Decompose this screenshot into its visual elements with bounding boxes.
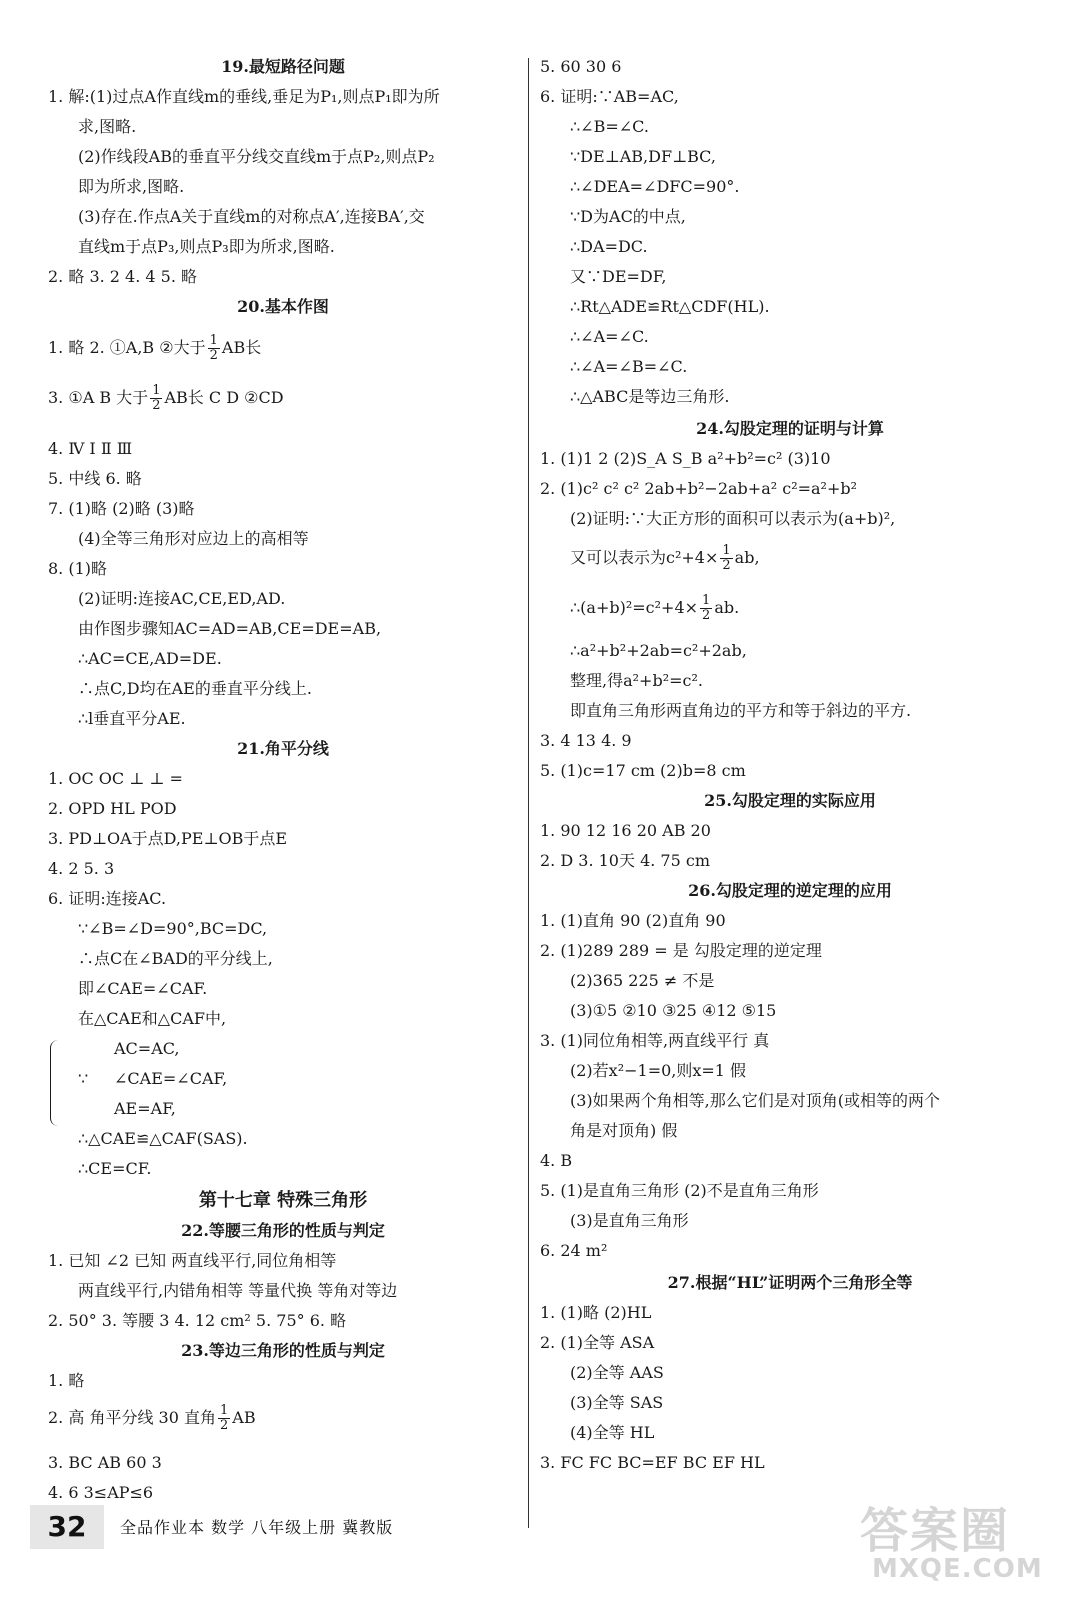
answer-line: 6. 证明:∵AB=AC, <box>540 87 679 106</box>
because-symbol: ∵ <box>78 1069 89 1088</box>
answer-line: 整理,得a²+b²=c². <box>570 671 703 690</box>
chapter-heading: 第十七章 特殊三角形 <box>198 1190 368 1211</box>
answer-line: (2)365 225 ≠ 不是 <box>570 971 715 990</box>
page-number: 32 <box>30 1505 104 1549</box>
answer-line: 即为所求,图略. <box>78 177 185 196</box>
fraction-denominator: 2 <box>722 558 731 573</box>
answer-line: 1. (1)直角 90 (2)直角 90 <box>540 911 726 930</box>
fraction <box>720 544 732 573</box>
watermark-url: MXQE.COM <box>872 1554 1043 1584</box>
answer-line <box>48 328 261 368</box>
answer-line: 2. OPD HL POD <box>48 799 177 818</box>
answer-line: 5. 中线 6. 略 <box>48 469 142 488</box>
answer-line: ∵∠B=∠D=90°,BC=DC, <box>78 919 268 938</box>
answer-line: 4. Ⅳ Ⅰ Ⅱ Ⅲ <box>48 439 133 458</box>
answer-line: 5. 60 30 6 <box>540 57 622 76</box>
answer-line: ∴点C在∠BAD的平分线上, <box>78 949 273 968</box>
answer-line: ∴△CAE≌△CAF(SAS). <box>78 1129 248 1148</box>
answer-text: 2. 高 角平分线 30 直角 <box>48 1408 216 1427</box>
answer-text: 1. 略 2. ①A,B ②大于 <box>48 338 206 357</box>
answer-line: ∵D为AC的中点, <box>570 207 686 226</box>
answer-line: 2. (1)289 289 = 是 勾股定理的逆定理 <box>540 941 822 960</box>
answer-line: 即直角三角形两直角边的平方和等于斜边的平方. <box>570 701 912 720</box>
fraction-denominator: 2 <box>209 348 218 363</box>
fraction <box>700 594 712 623</box>
answer-line: (2)作线段AB的垂直平分线交直线m于点P₂,则点P₂ <box>78 147 435 166</box>
answer-line: 在△CAE和△CAF中, <box>78 1009 227 1028</box>
answer-line: ∴l垂直平分AE. <box>78 709 186 728</box>
answer-line: ∴∠B=∠C. <box>570 117 649 136</box>
section-heading-23: 23.等边三角形的性质与判定 <box>181 1341 385 1360</box>
answer-line: 2. (1)全等 ASA <box>540 1333 655 1352</box>
answer-line: 3. BC AB 60 3 <box>48 1453 162 1472</box>
answer-text: AB长 C D ②CD <box>164 388 284 407</box>
fraction-denominator: 2 <box>152 398 161 413</box>
answer-line <box>48 378 284 418</box>
answer-line: ∴AC=CE,AD=DE. <box>78 649 222 668</box>
answer-line: 1. 解:(1)过点A作直线m的垂线,垂足为P₁,则点P₁即为所 <box>48 87 440 106</box>
section-heading-21: 21.角平分线 <box>237 739 329 758</box>
answer-line: ∴CE=CF. <box>78 1159 152 1178</box>
answer-line: 角是对顶角) 假 <box>570 1121 678 1140</box>
section-heading-25: 25.勾股定理的实际应用 <box>704 791 876 810</box>
answer-line: 1. (1)略 (2)HL <box>540 1303 652 1322</box>
answer-line <box>570 538 760 578</box>
answer-line: 1. (1)1 2 (2)S_A S_B a²+b²=c² (3)10 <box>540 449 831 468</box>
fraction-numerator: 1 <box>152 383 161 398</box>
answer-line: 即∠CAE=∠CAF. <box>78 979 208 998</box>
answer-line: 7. (1)略 (2)略 (3)略 <box>48 499 195 518</box>
system-line: AC=AC, <box>114 1039 180 1058</box>
answer-text: AB <box>232 1408 256 1427</box>
answer-line: 4. 6 3≤AP≤6 <box>48 1483 154 1502</box>
answer-line: ∵DE⊥AB,DF⊥BC, <box>570 147 716 166</box>
answer-line: (4)全等 HL <box>570 1423 655 1442</box>
fraction <box>208 334 220 363</box>
answer-line: 又∵DE=DF, <box>570 267 667 286</box>
book-title: 全品作业本 数学 八年级上册 冀教版 <box>120 1518 394 1537</box>
answer-line: 求,图略. <box>78 117 137 136</box>
answer-line: 3. FC FC BC=EF BC EF HL <box>540 1453 765 1472</box>
answer-line: 2. 50° 3. 等腰 3 4. 12 cm² 5. 75° 6. 略 <box>48 1311 347 1330</box>
answer-line: 1. 已知 ∠2 已知 两直线平行,同位角相等 <box>48 1251 337 1270</box>
answer-line: 2. (1)c² c² c² 2ab+b²−2ab+a² c²=a²+b² <box>540 479 858 498</box>
answer-line <box>570 588 739 628</box>
answer-line: 8. (1)略 <box>48 559 108 578</box>
answer-line: 2. 略 3. 2 4. 4 5. 略 <box>48 267 198 286</box>
section-heading-20: 20.基本作图 <box>237 297 329 316</box>
answer-line: (4)全等三角形对应边上的高相等 <box>78 529 309 548</box>
answer-line: ∴点C,D均在AE的垂直平分线上. <box>78 679 312 698</box>
answer-line: ∴Rt△ADE≌Rt△CDF(HL). <box>570 297 770 316</box>
system-line: ∠CAE=∠CAF, <box>114 1069 228 1088</box>
answer-line: (3)存在.作点A关于直线m的对称点A′,连接BA′,交 <box>78 207 425 226</box>
answer-line: 直线m于点P₃,则点P₃即为所求,图略. <box>78 237 335 256</box>
watermark-logo <box>840 1492 1050 1592</box>
answer-line: ∴∠A=∠B=∠C. <box>570 357 688 376</box>
answer-line: 3. PD⊥OA于点D,PE⊥OB于点E <box>48 829 288 848</box>
answer-text: 3. ①A B 大于 <box>48 388 149 407</box>
watermark-text: 答案圈 <box>860 1503 1011 1559</box>
section-heading-22: 22.等腰三角形的性质与判定 <box>181 1221 385 1240</box>
answer-line: 由作图步骤知AC=AD=AB,CE=DE=AB, <box>78 619 382 638</box>
fraction-denominator: 2 <box>702 608 711 623</box>
answer-line: ∴∠A=∠C. <box>570 327 649 346</box>
answer-line: 5. (1)是直角三角形 (2)不是直角三角形 <box>540 1181 819 1200</box>
answer-line: (2)证明:连接AC,CE,ED,AD. <box>78 589 286 608</box>
fraction-denominator: 2 <box>219 1418 229 1433</box>
answer-text: ab, <box>734 548 760 567</box>
answer-line: (3)如果两个角相等,那么它们是对顶角(或相等的两个 <box>570 1091 940 1110</box>
answer-text: 又可以表示为c²+4× <box>570 548 719 567</box>
answer-text: ∴(a+b)²=c²+4× <box>570 598 699 617</box>
fraction-numerator: 1 <box>219 1403 229 1418</box>
answer-line: 1. OC OC ⊥ ⊥ = <box>48 769 183 788</box>
column-divider <box>528 58 529 1528</box>
answer-line: ∴△ABC是等边三角形. <box>570 387 730 406</box>
answer-line: (2)若x²−1=0,则x=1 假 <box>570 1061 747 1080</box>
fraction-numerator: 1 <box>702 593 711 608</box>
fraction <box>218 1404 230 1433</box>
system-line: AE=AF, <box>114 1099 176 1118</box>
answer-line: (3)①5 ②10 ③25 ④12 ⑤15 <box>570 1001 777 1020</box>
system-brace <box>50 1040 61 1126</box>
answer-line: 2. D 3. 10天 4. 75 cm <box>540 851 710 870</box>
answer-line: 6. 证明:连接AC. <box>48 889 167 908</box>
section-heading-26: 26.勾股定理的逆定理的应用 <box>688 881 892 900</box>
answer-line: ∴∠DEA=∠DFC=90°. <box>570 177 740 196</box>
fraction-numerator: 1 <box>722 543 731 558</box>
answer-line: 3. 4 13 4. 9 <box>540 731 632 750</box>
answer-line: 1. 90 12 16 20 AB 20 <box>540 821 711 840</box>
answer-line: 4. B <box>540 1151 573 1170</box>
answer-line: (2)全等 AAS <box>570 1363 664 1382</box>
answer-line: (3)全等 SAS <box>570 1393 664 1412</box>
section-heading-19: 19.最短路径问题 <box>221 57 345 76</box>
answer-line: 两直线平行,内错角相等 等量代换 等角对等边 <box>78 1281 398 1300</box>
fraction <box>150 384 162 413</box>
answer-line: ∴DA=DC. <box>570 237 648 256</box>
answer-line <box>48 1398 256 1438</box>
answer-text: ab. <box>714 598 740 617</box>
answer-line: (3)是直角三角形 <box>570 1211 689 1230</box>
answer-line: 6. 24 m² <box>540 1241 608 1260</box>
answer-line: (2)证明:∵大正方形的面积可以表示为(a+b)², <box>570 509 896 528</box>
answer-line: ∴a²+b²+2ab=c²+2ab, <box>570 641 747 660</box>
section-heading-24: 24.勾股定理的证明与计算 <box>696 419 884 438</box>
fraction-numerator: 1 <box>209 333 218 348</box>
answer-line: 3. (1)同位角相等,两直线平行 真 <box>540 1031 770 1050</box>
answer-line: 1. 略 <box>48 1371 85 1390</box>
answer-line: 4. 2 5. 3 <box>48 859 115 878</box>
answer-line: 5. (1)c=17 cm (2)b=8 cm <box>540 761 746 780</box>
answer-text: AB长 <box>221 338 262 357</box>
section-heading-27: 27.根据“HL”证明两个三角形全等 <box>667 1273 913 1292</box>
